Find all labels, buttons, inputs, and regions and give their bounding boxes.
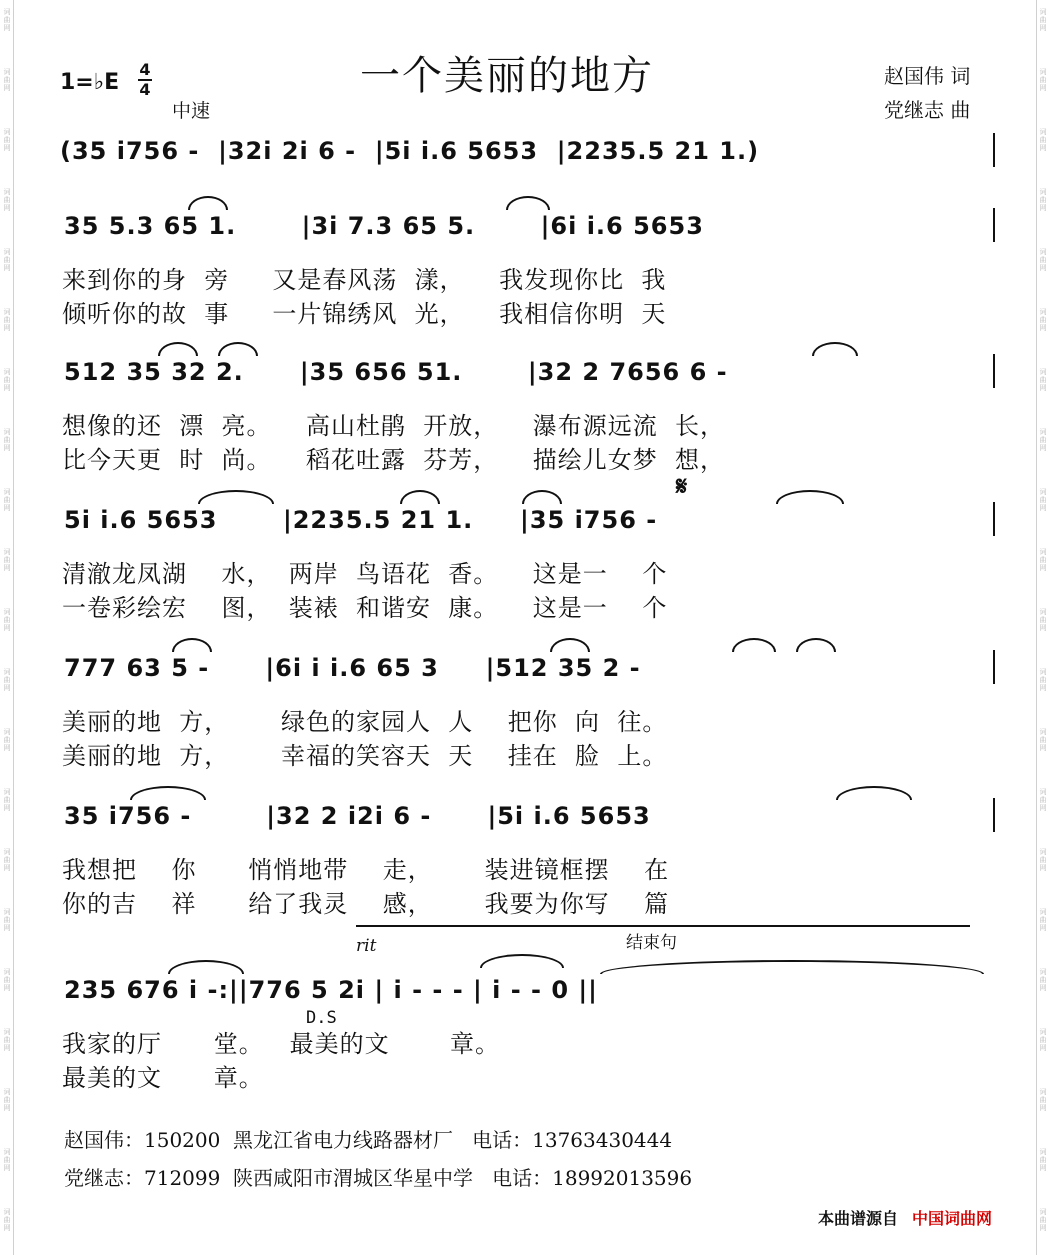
row-3-lyrics-verse-1: 清澈龙凤湖 水， 两岸 鸟语花 香。 这是一 个 bbox=[62, 560, 668, 588]
barline bbox=[993, 208, 995, 242]
watermark-text: 词 曲 网 bbox=[3, 908, 11, 932]
ritardando-marking: rit bbox=[356, 936, 377, 956]
slur bbox=[812, 342, 858, 356]
row-1-notes: 35 5.3 65 1. |3i 7.3 65 5. |6i i.6 5653 bbox=[64, 212, 704, 240]
watermark-text: 词 曲 网 bbox=[3, 1088, 11, 1112]
watermark-text: 词 曲 网 bbox=[3, 1148, 11, 1172]
watermark-text: 词 曲 网 bbox=[1039, 548, 1047, 572]
row-2-lyrics-verse-1: 想像的还 漂 亮。 高山杜鹃 开放， 瀑布源远流 长， bbox=[62, 412, 726, 440]
slur bbox=[836, 786, 912, 800]
row-5-lyrics-verse-2: 你的吉 祥 给了我灵 感， 我要为你写 篇 bbox=[62, 890, 670, 918]
watermark-text: 词 曲 网 bbox=[3, 308, 11, 332]
barline bbox=[993, 354, 995, 388]
source-label: 本曲谱源自 bbox=[818, 1209, 899, 1228]
dal-segno-marking: D.S bbox=[306, 1008, 337, 1028]
slur bbox=[796, 638, 836, 652]
time-signature-bottom: 4 bbox=[139, 80, 151, 99]
row-3-notes: 5i i.6 5653 |2235.5 21 1. |35 i756 - bbox=[64, 506, 658, 534]
ending-phrase-label: 结束句 bbox=[626, 933, 677, 953]
watermark-text: 词 曲 网 bbox=[1039, 848, 1047, 872]
watermark-text: 词 曲 网 bbox=[1039, 788, 1047, 812]
lyricist-contact: 赵国伟：150200 黑龙江省电力线路器材厂 电话：13763430444 bbox=[64, 1128, 673, 1152]
left-watermark-column bbox=[0, 0, 14, 1255]
watermark-text: 词 曲 网 bbox=[1039, 1028, 1047, 1052]
watermark-text: 词 曲 网 bbox=[1039, 368, 1047, 392]
song-title: 一个美丽的地方 bbox=[360, 53, 654, 99]
watermark-text: 词 曲 网 bbox=[1039, 1088, 1047, 1112]
watermark-text: 词 曲 网 bbox=[3, 368, 11, 392]
row-2-notes: 512 35 32 2. |35 656 51. |32 2 7656 6 - bbox=[64, 358, 728, 386]
key-signature: 1=♭E bbox=[60, 70, 120, 95]
row-6-lyrics-verse-2: 最美的文 章。 bbox=[62, 1064, 264, 1092]
tie bbox=[600, 960, 984, 974]
watermark-text: 词 曲 网 bbox=[3, 608, 11, 632]
source-site-link[interactable]: 中国词曲网 bbox=[912, 1209, 993, 1228]
watermark-text: 词 曲 网 bbox=[1039, 608, 1047, 632]
time-signature bbox=[138, 62, 152, 98]
row-5-lyrics-verse-1: 我想把 你 悄悄地带 走， 装进镜框摆 在 bbox=[62, 856, 670, 884]
row-1-lyrics-verse-1: 来到你的身 旁 又是春风荡 漾， 我发现你比 我 bbox=[62, 266, 667, 294]
slur bbox=[400, 490, 440, 504]
ending-bracket-line bbox=[356, 925, 970, 927]
left-margin-line bbox=[13, 0, 14, 1255]
row-6-notes: 235 676 i -:||776 5 2i | i - - - | i - - 0 || bbox=[64, 976, 598, 1004]
barline bbox=[993, 650, 995, 684]
watermark-text: 词 曲 网 bbox=[1039, 1208, 1047, 1232]
slur bbox=[188, 196, 228, 210]
row-5-notes: 35 i756 - |32 2 i2i 6 - |5i i.6 5653 bbox=[64, 802, 651, 830]
slur bbox=[218, 342, 258, 356]
barline bbox=[993, 502, 995, 536]
watermark-text: 词 曲 网 bbox=[3, 428, 11, 452]
watermark-text: 词 曲 网 bbox=[3, 1208, 11, 1232]
slur bbox=[168, 960, 244, 974]
watermark-text: 词 曲 网 bbox=[1039, 428, 1047, 452]
watermark-text: 词 曲 网 bbox=[3, 968, 11, 992]
slur bbox=[198, 490, 274, 504]
right-watermark-column bbox=[1036, 0, 1050, 1255]
watermark-text: 词 曲 网 bbox=[1039, 128, 1047, 152]
watermark-text: 词 曲 网 bbox=[1039, 68, 1047, 92]
source-credit bbox=[818, 1206, 992, 1229]
watermark-text: 词 曲 网 bbox=[3, 128, 11, 152]
watermark-text: 词 曲 网 bbox=[3, 488, 11, 512]
watermark-text: 词 曲 网 bbox=[1039, 308, 1047, 332]
watermark-text: 词 曲 网 bbox=[1039, 728, 1047, 752]
time-signature-top: 4 bbox=[139, 60, 151, 79]
watermark-text: 词 曲 网 bbox=[3, 548, 11, 572]
row-3-lyrics-verse-2: 一卷彩绘宏 图， 装裱 和谐安 康。 这是一 个 bbox=[62, 594, 668, 622]
lyricist-credit: 赵国伟 词 bbox=[884, 64, 971, 88]
slur bbox=[158, 342, 198, 356]
watermark-text: 词 曲 网 bbox=[1039, 488, 1047, 512]
watermark-text: 词 曲 网 bbox=[1039, 8, 1047, 32]
row-1-lyrics-verse-2: 倾听你的故 事 一片锦绣风 光， 我相信你明 天 bbox=[62, 300, 667, 328]
barline bbox=[993, 798, 995, 832]
composer-credit: 党继志 曲 bbox=[884, 98, 971, 122]
slur bbox=[550, 638, 590, 652]
tempo-marking: 中速 bbox=[172, 100, 211, 122]
watermark-text: 词 曲 网 bbox=[1039, 668, 1047, 692]
watermark-text: 词 曲 网 bbox=[1039, 248, 1047, 272]
watermark-text: 词 曲 网 bbox=[3, 728, 11, 752]
row-4-lyrics-verse-1: 美丽的地 方， 绿色的家园人 人 把你 向 往。 bbox=[62, 708, 668, 736]
row-4-lyrics-verse-2: 美丽的地 方， 幸福的笑容天 天 挂在 脸 上。 bbox=[62, 742, 668, 770]
watermark-text: 词 曲 网 bbox=[1039, 968, 1047, 992]
slur bbox=[522, 490, 562, 504]
watermark-text: 词 曲 网 bbox=[3, 788, 11, 812]
slur bbox=[480, 954, 564, 968]
watermark-text: 词 曲 网 bbox=[3, 8, 11, 32]
watermark-text: 词 曲 网 bbox=[3, 68, 11, 92]
row-4-notes: 777 63 5 - |6i i i.6 65 3 |512 35 2 - bbox=[64, 654, 641, 682]
row-2-lyrics-verse-2: 比今天更 时 尚。 稻花吐露 芬芳， 描绘儿女梦 想， bbox=[62, 446, 726, 474]
slur bbox=[776, 490, 844, 504]
watermark-text: 词 曲 网 bbox=[1039, 908, 1047, 932]
right-margin-line bbox=[1036, 0, 1037, 1255]
watermark-text: 词 曲 网 bbox=[3, 188, 11, 212]
slur bbox=[130, 786, 206, 800]
slur bbox=[506, 196, 550, 210]
watermark-text: 词 曲 网 bbox=[3, 668, 11, 692]
watermark-text: 词 曲 网 bbox=[1039, 1148, 1047, 1172]
watermark-text: 词 曲 网 bbox=[3, 848, 11, 872]
row-6-lyrics-verse-1: 我家的厅 堂。 最美的文 章。 bbox=[62, 1030, 501, 1058]
watermark-text: 词 曲 网 bbox=[1039, 188, 1047, 212]
watermark-text: 词 曲 网 bbox=[3, 1028, 11, 1052]
intro-notes: (35 i756 - |32i 2i 6 - |5i i.6 5653 |2235.5 21 1.) bbox=[60, 137, 760, 165]
slur bbox=[732, 638, 776, 652]
barline bbox=[993, 133, 995, 167]
composer-contact: 党继志：712099 陕西咸阳市渭城区华星中学 电话：18992013596 bbox=[64, 1166, 693, 1190]
segno-sign: 𝄋 bbox=[676, 472, 688, 502]
slur bbox=[172, 638, 212, 652]
watermark-text: 词 曲 网 bbox=[3, 248, 11, 272]
